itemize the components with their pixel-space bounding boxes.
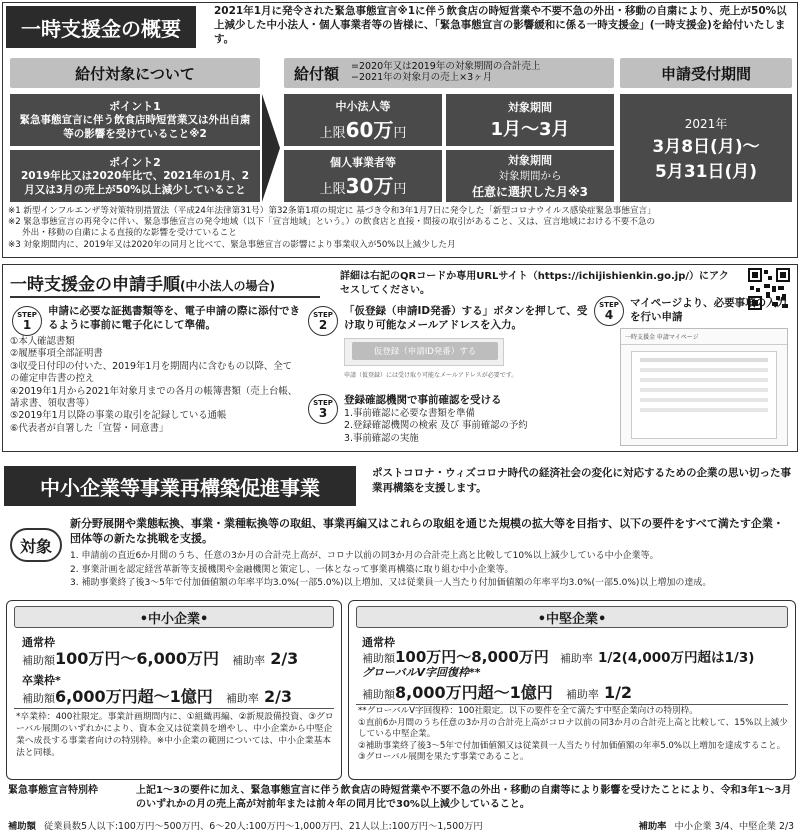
step3-list [344, 408, 604, 445]
step2-text: 「仮登録（申請ID発番）する」ボタンを押して、受け取り可能なメールアドレスを入力。 [344, 305, 588, 332]
sme-normal-row [22, 646, 338, 669]
sme-note: *卒業枠：400社限定。事業計画期間内に、①組織再編、②新規設備投資、③グローバル展開のいずれかにより、資本金又は従業員を増やし、中小企業から中堅企業へ成長する事業者向けの特別枠。※中小企業の範囲については、中小企業基本法と同様。 [16, 712, 334, 758]
step4-text: マイページより、必要事項の入力を行い申請 [630, 297, 788, 324]
sme-grad-rate: 2/3 [263, 687, 293, 706]
section1-title: 一時支援金の概要 [6, 6, 196, 48]
mock-line [640, 358, 768, 362]
section3-intro: ポストコロナ・ウィズコロナ時代の経済社会の変化に対応するための企業の思い切った事業再構築を支援します。 [372, 467, 791, 494]
amount-header-label: 給付額 [294, 64, 340, 83]
mid-divider [356, 704, 788, 705]
point1-box [10, 94, 260, 146]
corp-limit-unit: 円 [393, 125, 407, 141]
mid-normal-rate: 1/2(4,000万円超は1/3) [597, 650, 755, 666]
special-subsidy-label: 補助額 [8, 821, 36, 832]
step3-item: 2.登録確認機関の検索 及び 事前確認の予約 [344, 420, 528, 432]
point2-text: 2019年比又は2020年比で、2021年の1月、2月又は3月の売上が50%以上減少していること [20, 170, 250, 196]
step1-text: 申請に必要な証拠書類等を、電子申請の際に添付できるように事前に電子化にして準備。 [48, 305, 300, 332]
apply-year: 2021年 [684, 116, 728, 131]
corp-limit-num: 60万 [345, 117, 394, 142]
apply-period-box [620, 94, 792, 202]
step3-word: STEP [313, 398, 333, 407]
step1-item: ⑤2019年1月以降の事業の取引を記録している通帳 [10, 410, 227, 422]
corp-limit [320, 114, 407, 143]
mock-line [640, 408, 768, 412]
note-2: ※2 緊急事態宣言の再発令に伴い、緊急事態宣言の発令地域（以下「宣言地域」という。）の飲食店と直接・間接の取引があること、又は、宣言地域における不要不急の [8, 217, 656, 228]
target-badge: 対象 [10, 528, 62, 562]
step1-item: ⑥代表者が自署した「宣誓・同意書」 [10, 422, 169, 434]
special-rate-label: 補助率 [638, 821, 667, 832]
target-header: 給付対象について [10, 58, 260, 88]
step2-num: 2 [318, 317, 328, 332]
requirements [70, 550, 794, 591]
sme-grad-row [22, 684, 338, 707]
overview-notes [8, 206, 794, 251]
step4-num: 4 [604, 307, 614, 322]
amount-formula: =2020年又は2019年の対象期間の合計売上−2021年の対象月の売上×3ヶ月 [351, 61, 541, 83]
sme-header: •中小企業• [14, 606, 334, 628]
step3-item: 3.事前確認の実施 [344, 432, 419, 444]
corp-period-label: 対象期間 [508, 101, 552, 114]
indiv-limit-box [284, 150, 442, 202]
special-subsidy-row [8, 818, 794, 832]
indiv-period-box [446, 150, 614, 202]
step3-badge [308, 394, 338, 424]
mid-global-row [362, 680, 792, 703]
sme-normal-amount: 100万円〜6,000万円 [55, 649, 220, 668]
mid-global-amount-pre: 補助額 [362, 688, 395, 701]
target-text: 新分野展開や業態転換、事業・業種転換等の取組、事業再編又はこれらの取組を通じた規模の拡大等を目指す、以下の要件をすべて満たす企業・団体等の新たな挑戦を支援。 [70, 517, 784, 546]
emergency-text: 上記1〜3の要件に加え、緊急事態宣言に伴う飲食店の時短営業や不要不急の外出・移動の自粛等により影響を受けたことにより、令和3年1〜3月のいずれかの月の売上高が対前年または前々年の同月比で30%以上減少していること。 [136, 785, 792, 810]
section1-intro: 2021年1月に発令された緊急事態宣言※1に伴う飲食店の時短営業や不要不急の外出・移動の自粛により、売上が50%以上減少した中小法人・個人事業者等の皆様に、「緊急事態宣言の影響緩和に係る一時支援金」(一時支援金)を給付いたします。 [214, 5, 787, 46]
mock-title: 一時支援金 申請マイページ [621, 329, 787, 345]
step1-item: ①本人確認書類 [10, 336, 75, 347]
sme-normal-amount-pre: 補助額 [22, 654, 55, 667]
step1-num: 1 [22, 317, 32, 332]
mock-line [640, 368, 768, 372]
step3-text: 登録確認機関で事前確認を受ける [344, 394, 502, 406]
mid-global-rate: 1/2 [603, 683, 633, 702]
mid-notes [358, 706, 788, 764]
mock-line [640, 378, 768, 382]
indiv-limit-num: 30万 [345, 173, 394, 198]
mid-note-2: ②補助事業終了後3～5年で付加価値額又は従業員一人当たり付加価値額の年率5.0%以上増加を達成すること。 [358, 740, 786, 751]
point2-box [10, 150, 260, 202]
indiv-period-text1: 対象期間から [498, 170, 562, 182]
mock-body [631, 351, 777, 439]
mid-global-rate-label: 補助率 [565, 688, 599, 701]
mid-header: •中堅企業• [356, 606, 788, 628]
sme-grad-label: 卒業枠* [22, 674, 61, 687]
note-1: ※1 新型インフルエンザ等対策特別措置法（平成24年法律第31号）第32条第1項の規定に 基づき令和3年1月7日に発令した「新型コロナウイルス感染症緊急事態宣言」 [8, 206, 656, 216]
sme-divider [14, 708, 334, 709]
mock-line [640, 398, 768, 402]
point1-text: 緊急事態宣言に伴う飲食店時短営業又は外出自粛等の影響を受けていること※2 [19, 114, 251, 140]
step2-badge [308, 306, 338, 336]
section2-title-sub: (中小法人の場合) [180, 279, 275, 293]
section3-title: 中小企業等事業再構築促進事業 [4, 466, 356, 506]
sme-grad-amount: 6,000万円超〜1億円 [55, 687, 213, 706]
apply-end: 5月31日(月) [654, 161, 758, 182]
sme-normal-rate: 2/3 [270, 649, 299, 668]
requirement-1: 1. 申請前の直近6か月間のうち、任意の3か月の合計売上高が、コロナ以前の同3か月の合計売上高と比較して10%以上減少している中小企業等。 [70, 551, 659, 561]
special-rate-text: 中小企業 3/4、中堅企業 2/3 [674, 821, 794, 832]
section2-title-wrap [10, 270, 320, 298]
step1-badge [12, 306, 42, 336]
indiv-limit [320, 170, 407, 199]
step1-item: ④2019年1月から2021年対象月までの各月の帳簿書類（売上台帳、請求書、領収書等） [10, 385, 298, 410]
note-2b: 外出・移動の自粛による直接的な影響を受けていること [22, 228, 237, 239]
requirement-2: 2. 事業計画を認定経営革新等支援機関や金融機関と策定し、一体となって事業再構築に取り組む中小企業等。 [70, 564, 514, 575]
step4-word: STEP [599, 300, 619, 309]
mock-line [640, 388, 768, 392]
step1-item: ③収受日付印の付いた、2019年1月を期間内に含むもの以降、全ての確定申告書の控え [10, 360, 292, 385]
sme-grad-amount-pre: 補助額 [22, 692, 55, 705]
mid-normal-rate-label: 補助率 [559, 652, 593, 665]
apply-start: 3月8日(月)〜 [652, 136, 760, 157]
step4-badge [594, 296, 624, 326]
sme-normal-label: 通常枠 [22, 636, 55, 649]
corp-limit-pre: 上限 [319, 125, 346, 141]
mid-normal-amount-pre: 補助額 [362, 652, 395, 665]
mid-note-3: ③グローバル展開を果たす事業であること。 [358, 752, 529, 763]
corp-period: 1月〜3月 [490, 119, 570, 140]
apply-header: 申請受付期間 [620, 58, 792, 88]
step1-word: STEP [17, 310, 37, 319]
indiv-limit-unit: 円 [393, 181, 407, 197]
mid-normal-amount: 100万円〜8,000万円 [395, 648, 549, 666]
special-subsidy-text: 従業員数5人以下:100万円〜500万円、6〜20人:100万円〜1,000万円、21人以上:100万円〜1,500万円 [43, 821, 483, 832]
mid-normal-label: 通常枠 [362, 636, 395, 649]
note-3: ※3 対象期間内に、2019年又は2020年の同月と比べて、緊急事態宣言の影響により事業収入が50%以上減少した月 [8, 239, 456, 250]
step3-num: 3 [318, 405, 328, 420]
step3-item: 1.事前確認に必要な書類を準備 [344, 408, 475, 419]
emergency-row [8, 784, 794, 811]
indiv-label: 個人事業者等 [330, 155, 396, 169]
step1-list [10, 336, 300, 435]
indiv-period-text2: 任意に選択した月※3 [471, 185, 589, 199]
emergency-label: 緊急事態宣言特別枠 [8, 785, 98, 796]
mypage-mock [620, 328, 788, 446]
indiv-limit-pre: 上限 [319, 181, 346, 197]
step2-caption: 申請（仮登録）には受け取り可能なメールアドレスが必要です。 [344, 372, 518, 379]
step1-item: ②履歴事項全部証明書 [10, 348, 103, 360]
mid-global-amount: 8,000万円超〜1億円 [395, 683, 553, 702]
corp-label: 中小法人等 [335, 99, 391, 113]
sme-grad-rate-label: 補助率 [225, 692, 259, 705]
step2-word: STEP [313, 310, 333, 319]
corp-limit-box [284, 94, 442, 146]
point1-title: ポイント1 [109, 100, 161, 114]
corp-period-box [446, 94, 614, 146]
amount-header [284, 58, 614, 88]
mid-global-label: グローバルV字回復枠** [362, 666, 481, 679]
mid-note-head: **グローバルV字回復枠：100社限定。以下の要件を全て満たす中堅企業向けの特別枠。 [358, 706, 698, 716]
sme-normal-rate-label: 補助率 [232, 654, 266, 667]
mid-note-1: ①直前6か月間のうち任意の3か月の合計売上高がコロナ以前の同3か月の合計売上高と比較して、15%以上減少している中堅企業。 [358, 717, 788, 740]
point2-title: ポイント2 [109, 156, 161, 170]
section2-title: 一時支援金の申請手順 [10, 275, 180, 295]
arrow-right-icon [262, 94, 280, 202]
requirement-3: 3. 補助事業終了後3～5年で付加価値額の年率平均3.0%(一部5.0%)以上増加、又は従業員一人当たり付加価値額の年率平均3.0%(一部5.0%)以上増加の達成。 [70, 578, 712, 588]
qr-text: 詳細は右記のQRコードか専用URLサイト（https://ichijishienkin.go.jp/）にアクセスしてください。 [340, 271, 729, 296]
indiv-period-label: 対象期間 [508, 154, 552, 167]
register-button[interactable]: 仮登録（申請ID発番）する [352, 342, 498, 360]
